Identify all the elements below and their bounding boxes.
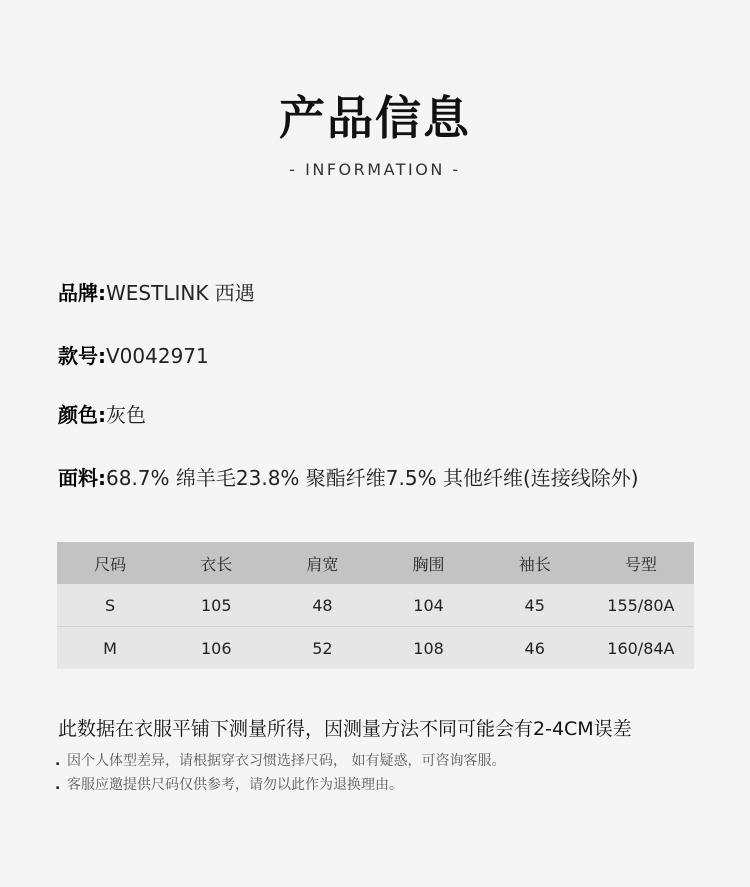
brand-label: 品牌: <box>58 281 106 305</box>
table-cell: M <box>57 627 163 670</box>
table-cell: 108 <box>375 627 481 670</box>
size-table <box>57 542 694 669</box>
note-text: 客服应邀提供尺码仅供参考，请勿以此作为退换理由。 <box>67 777 403 793</box>
list-item <box>55 773 505 797</box>
table-row <box>57 584 694 627</box>
page-title: 产品信息 <box>279 91 471 145</box>
table-cell: 105 <box>163 584 269 627</box>
table-cell: 106 <box>163 627 269 670</box>
list-item <box>55 749 505 773</box>
table-cell: 155/80A <box>588 584 694 627</box>
model-label: 款号: <box>58 344 106 368</box>
sleeve-header-cell: 袖长 <box>482 542 588 584</box>
table-cell: S <box>57 584 163 627</box>
fabric-value: 68.7% 绵羊毛23.8% 聚酯纤维7.5% 其他纤维(连接线除外) <box>106 466 639 490</box>
note-text: 因个人体型差异，请根据穿衣习惯选择尺码， 如有疑惑，可咨询客服。 <box>67 753 506 769</box>
bullet-icon: . <box>55 753 61 769</box>
brand-row <box>58 279 255 307</box>
table-cell: 45 <box>482 584 588 627</box>
color-row <box>58 401 146 429</box>
color-value: 灰色 <box>106 403 146 427</box>
model-value: V0042971 <box>106 344 209 368</box>
page-subtitle: - INFORMATION - <box>289 160 461 179</box>
size-header-cell: 尺码 <box>57 542 163 584</box>
table-cell: 46 <box>482 627 588 670</box>
chest-header-cell: 胸围 <box>375 542 481 584</box>
fit-header-cell: 号型 <box>588 542 694 584</box>
table-cell: 48 <box>269 584 375 627</box>
length-header-cell: 衣长 <box>163 542 269 584</box>
shoulder-header-cell: 肩宽 <box>269 542 375 584</box>
table-row <box>57 627 694 670</box>
brand-value: WESTLINK 西遇 <box>106 281 255 305</box>
table-cell: 160/84A <box>588 627 694 670</box>
table-cell: 52 <box>269 627 375 670</box>
color-label: 颜色: <box>58 403 106 427</box>
fabric-row <box>58 464 639 492</box>
size-table-header-row <box>57 542 694 584</box>
bullet-icon: . <box>55 777 61 793</box>
fabric-label: 面料: <box>58 466 106 490</box>
model-row <box>58 342 209 370</box>
table-cell: 104 <box>375 584 481 627</box>
measurement-note: 此数据在衣服平铺下测量所得，因测量方法不同可能会有2-4CM误差 <box>58 718 632 740</box>
note-list <box>55 749 505 797</box>
